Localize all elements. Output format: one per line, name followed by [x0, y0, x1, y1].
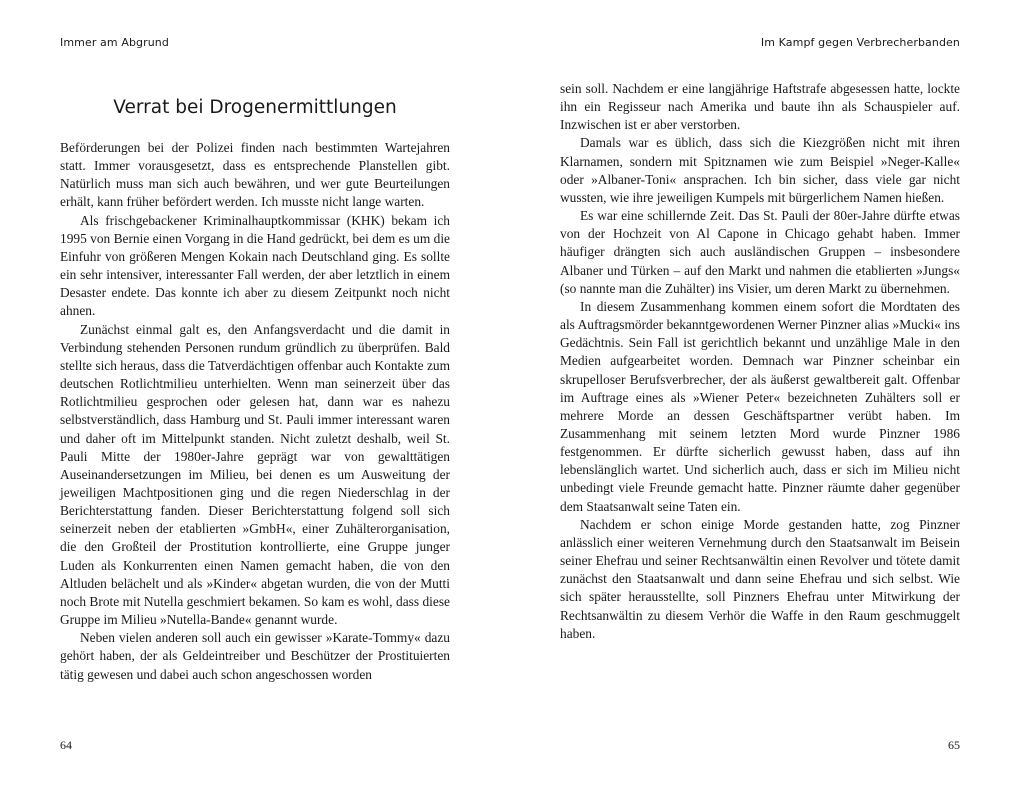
paragraph: Beförderungen bei der Polizei finden nach bestimmten Wartejahren statt. Immer vorausgesetzt, dass es entsprechende Planstellen gibt. Natürlich muss man sich auch bewähren, und wer gute Beurteilungen erhält, kann früher befördert werden. Ich musste nicht lange warten.: [60, 140, 450, 210]
paragraph: Es war eine schillernde Zeit. Das St. Pauli der 80er-Jahre dürfte etwas von der Hochzeit von Al Capone in Chicago gehabt haben. Immer häufiger drängten sich auch ausländischen Gruppen – insbesondere Albaner und Türken – auf den Markt und nahmen die etablierten »Jungs« (so nannte man die Zuhälter) ins Visier, um deren Markt zu übernehmen.: [560, 208, 960, 296]
paragraph: Nachdem er schon einige Morde gestanden hatte, zog Pinzner anlässlich einer weiteren Vernehmung durch den Staatsanwalt im Beisein seiner Ehefrau und seiner Rechtsanwältin einen Revolver und tötete damit zunächst den Staatsanwalt und dann seine Ehefrau und sich selbst. Wie sich später herausstellte, soll Pinzners Ehefrau unter Mitwirkung der Rechtsanwältin zu diesem Verhör die Waffe in den Raum geschmuggelt haben.: [560, 516, 960, 641]
paragraph: Als frischgebackener Kriminalhauptkommissar (KHK) bekam ich 1995 von Bernie einen Vorgang in die Hand gedrückt, bei dem es um die Einfuhr von größeren Mengen Kokain nach Deutschland ging. Es sollte ein sehr intensiver, interessanter Fall werden, der aber letztlich in einem Desaster endete. Das konnte ich aber zu diesem Zeitpunkt noch nicht ahnen.: [60, 212, 450, 319]
paragraph: Neben vielen anderen soll auch ein gewisser »Karate-Tommy« dazu gehört haben, der als Geldeintreiber und Beschützer der Prostituierten tätig gewesen und dabei auch schon angeschossen worden: [60, 630, 450, 682]
right-page-body: [560, 80, 960, 643]
chapter-title: Verrat bei Drogenermittlungen: [113, 97, 397, 118]
left-page-body: [60, 139, 450, 684]
page-number-right: 65: [948, 738, 960, 752]
paragraph: Zunächst einmal galt es, den Anfangsverdacht und die damit in Verbindung stehenden Personen rundum gründlich zu überprüfen. Bald stellte sich heraus, dass die Tatverdächtigen offenbar auch Kontakte zum deutschen Rotlichtmilieu unterhielten. Wenn man seinerzeit über das Rotlichtmilieu gesprochen oder gelesen hat, dann war es nahezu selbstverständlich, dass Hamburg und St. Pauli immer interessant waren und daher oft im Mittelpunkt standen. Nicht zuletzt deshalb, weil St. Pauli Mitte der 1980er-Jahre geprägt war von gewalttätigen Auseinandersetzungen im Milieu, bei denen es um Ausweitung der jeweiligen Machtpositionen ging und die regen Niederschlag in der Berichterstattung fanden. Dieser Berichterstattung folgend soll sich seinerzeit neben der etablierten »GmbH«, einer Zuhälterorganisation, die den Großteil der Prostitution kontrollierte, eine Gruppe junger Luden als Konkurrenten einen Namen gemacht haben, die von den Altluden belächelt und als »Kinder« abgetan wurden, die von der Mutti noch Brote mit Nutella geschmiert bekamen. So kam es wohl, dass diese Gruppe im Milieu »Nutella-Bande« genannt wurde.: [60, 321, 450, 628]
page-number-left: 64: [60, 738, 72, 752]
running-header-left: Immer am Abgrund: [60, 36, 169, 49]
paragraph: In diesem Zusammenhang kommen einem sofort die Mordtaten des als Auftragsmörder bekanntgewordenen Werner Pinzner alias »Mucki« ins Gedächtnis. Sein Fall ist gerichtlich bekannt und unzählige Male in den Medien aufgearbeitet worden. Demnach war Pinzner scheinbar ein skrupelloser Berufsverbrecher, der als äußerst gewaltbereit galt. Offenbar im Auftrage eines als »Wiener Peter« bezeichneten Zuhälters soll er mehrere Morde an dessen Geschäftspartner verübt haben. Im Zusammenhang mit seinem letzten Mord wurde Pinzner 1986 festgenommen. Er dürfte sicherlich gewusst haben, dass auf ihn lebenslänglich wartet. Und sicherlich auch, dass er sich im Milieu nicht unbedingt viele Freunde gemacht hatte. Pinzner räumte daher gegenüber dem Staatsanwalt seine Taten ein.: [560, 298, 960, 514]
right-page: [510, 0, 1020, 793]
paragraph: Damals war es üblich, dass sich die Kiezgrößen nicht mit ihren Klarnamen, sondern mit Spitznamen wie zum Beispiel »Neger-Kalle« oder »Albaner-Toni« ansprachen. Ich bin sicher, dass viele gar nicht wussten, wie ihre jeweiligen Kumpels mit bürgerlichem Namen hießen.: [560, 135, 960, 205]
running-header-right: Im Kampf gegen Verbrecherbanden: [760, 36, 960, 49]
paragraph: sein soll. Nachdem er eine langjährige Haftstrafe abgesessen hatte, lockte ihn ein Regisseur nach Amerika und baute ihn als Schauspieler auf. Inzwischen ist er aber verstorben.: [560, 81, 960, 133]
